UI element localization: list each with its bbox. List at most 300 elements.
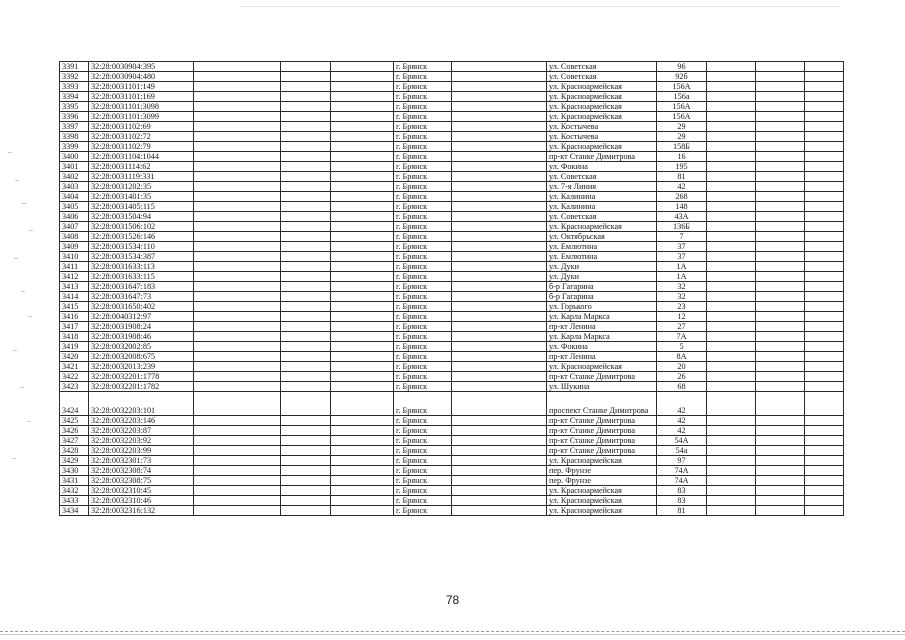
cell-street: ул. Карла Маркса: [547, 312, 657, 322]
cell-house: 268: [657, 192, 707, 202]
cell-street: пр-кт Станке Димитрова: [547, 152, 657, 162]
cell-c10: [707, 382, 756, 392]
cell-c5: [331, 496, 394, 506]
cell-num: 3420: [60, 352, 89, 362]
cell-street: ул. Горького: [547, 302, 657, 312]
cell-street: б-р Гагарина: [547, 282, 657, 292]
cell-c10: [707, 342, 756, 352]
cell-c3: [194, 72, 281, 82]
cell-c4: [281, 72, 331, 82]
table-row: [60, 446, 844, 456]
cell-c5: [331, 332, 394, 342]
cell-c12: [805, 392, 844, 416]
cell-c3: [194, 486, 281, 496]
cell-c11: [756, 242, 805, 252]
cell-c5: [331, 202, 394, 212]
cell-c4: [281, 232, 331, 242]
cell-c11: [756, 476, 805, 486]
scan-speck: [27, 421, 31, 422]
cell-street: ул. Дуки: [547, 272, 657, 282]
cell-c12: [805, 446, 844, 456]
cell-street: ул. Советская: [547, 172, 657, 182]
cell-c11: [756, 212, 805, 222]
cell-c11: [756, 192, 805, 202]
cell-c10: [707, 222, 756, 232]
cell-c5: [331, 222, 394, 232]
cell-house: 81: [657, 172, 707, 182]
cell-street: пр-кт Станке Димитрова: [547, 416, 657, 426]
scan-speck: [13, 350, 17, 351]
cell-c5: [331, 272, 394, 282]
cell-cadastral: 32:28:0031504:94: [89, 212, 194, 222]
cell-city: г. Брянск: [394, 262, 452, 272]
scan-speck: [21, 291, 25, 292]
cell-c11: [756, 312, 805, 322]
cell-c10: [707, 202, 756, 212]
cell-c12: [805, 212, 844, 222]
cell-c3: [194, 506, 281, 516]
cell-c11: [756, 112, 805, 122]
cell-street: пер. Фрунзе: [547, 466, 657, 476]
cell-street: ул. Фокина: [547, 162, 657, 172]
table-row: [60, 332, 844, 342]
cell-num: 3393: [60, 82, 89, 92]
cell-c4: [281, 162, 331, 172]
cell-c4: [281, 506, 331, 516]
cell-house: 5: [657, 342, 707, 352]
cell-c3: [194, 252, 281, 262]
cell-c3: [194, 212, 281, 222]
cell-c12: [805, 426, 844, 436]
cell-house: 7А: [657, 332, 707, 342]
cell-cadastral: 32:28:0031102:79: [89, 142, 194, 152]
cell-c3: [194, 292, 281, 302]
cell-c7: [452, 112, 547, 122]
cell-num: 3404: [60, 192, 89, 202]
cell-c5: [331, 192, 394, 202]
cell-c4: [281, 342, 331, 352]
table-row: [60, 152, 844, 162]
cell-street: пр-кт Станке Димитрова: [547, 436, 657, 446]
cell-c3: [194, 102, 281, 112]
cell-c4: [281, 302, 331, 312]
page-number: 78: [445, 593, 460, 607]
cell-house: 81: [657, 506, 707, 516]
cell-c5: [331, 382, 394, 392]
scan-speck: [22, 203, 26, 204]
cell-c10: [707, 446, 756, 456]
cell-street: ул. Калинина: [547, 192, 657, 202]
cell-c3: [194, 122, 281, 132]
cell-cadastral: 32:28:0032310:45: [89, 486, 194, 496]
table-row: [60, 426, 844, 436]
cell-c3: [194, 416, 281, 426]
cell-city: г. Брянск: [394, 302, 452, 312]
table-row: [60, 132, 844, 142]
cell-city: г. Брянск: [394, 132, 452, 142]
table-row: [60, 292, 844, 302]
table-row: [60, 222, 844, 232]
cell-c4: [281, 426, 331, 436]
cell-cadastral: 32:28:0031647:73: [89, 292, 194, 302]
cell-num: 3410: [60, 252, 89, 262]
scan-artifact-line: [240, 6, 840, 7]
cell-c4: [281, 292, 331, 302]
cell-house: 156А: [657, 82, 707, 92]
cell-c3: [194, 162, 281, 172]
cell-c5: [331, 292, 394, 302]
cell-cadastral: 32:28:0032008:675: [89, 352, 194, 362]
table-row: [60, 352, 844, 362]
cell-city: г. Брянск: [394, 292, 452, 302]
cell-cadastral: 32:28:0031650:402: [89, 302, 194, 312]
cell-c12: [805, 262, 844, 272]
cell-cadastral: 32:28:0031908:46: [89, 332, 194, 342]
cell-c5: [331, 262, 394, 272]
cell-house: 37: [657, 242, 707, 252]
cell-city: г. Брянск: [394, 72, 452, 82]
cell-num: 3397: [60, 122, 89, 132]
table-row: [60, 486, 844, 496]
cell-cadastral: 32:28:0032301:73: [89, 456, 194, 466]
cell-c3: [194, 322, 281, 332]
cell-c11: [756, 82, 805, 92]
table-row: [60, 122, 844, 132]
cell-c11: [756, 416, 805, 426]
cell-c12: [805, 202, 844, 212]
cell-c7: [452, 392, 547, 416]
cell-c12: [805, 382, 844, 392]
cell-c5: [331, 152, 394, 162]
cell-c12: [805, 312, 844, 322]
cell-c4: [281, 262, 331, 272]
cell-c10: [707, 416, 756, 426]
cell-c10: [707, 292, 756, 302]
cell-num: 3433: [60, 496, 89, 506]
cell-cadastral: 32:28:0031534:110: [89, 242, 194, 252]
cell-c11: [756, 72, 805, 82]
cell-cadastral: 32:28:0032201:1782: [89, 382, 194, 392]
cell-c4: [281, 496, 331, 506]
cell-num: 3426: [60, 426, 89, 436]
cell-city: г. Брянск: [394, 172, 452, 182]
cell-c7: [452, 426, 547, 436]
table-row: [60, 162, 844, 172]
cell-c12: [805, 232, 844, 242]
cell-c5: [331, 392, 394, 416]
cell-c4: [281, 476, 331, 486]
cell-c4: [281, 112, 331, 122]
cell-c10: [707, 252, 756, 262]
cell-c4: [281, 82, 331, 92]
cell-city: г. Брянск: [394, 466, 452, 476]
cell-c3: [194, 436, 281, 446]
cell-c4: [281, 102, 331, 112]
cell-c4: [281, 466, 331, 476]
cell-c11: [756, 142, 805, 152]
cell-city: г. Брянск: [394, 252, 452, 262]
cell-cadastral: 32:28:0031119:331: [89, 172, 194, 182]
cell-c5: [331, 342, 394, 352]
cell-house: 195: [657, 162, 707, 172]
cell-c10: [707, 82, 756, 92]
cell-c12: [805, 372, 844, 382]
register-rows: [60, 62, 844, 516]
cell-house: 43А: [657, 212, 707, 222]
cell-c4: [281, 92, 331, 102]
cell-c4: [281, 142, 331, 152]
cell-num: 3434: [60, 506, 89, 516]
cell-c4: [281, 252, 331, 262]
cell-c5: [331, 172, 394, 182]
cell-city: г. Брянск: [394, 486, 452, 496]
cell-c10: [707, 332, 756, 342]
cell-city: г. Брянск: [394, 232, 452, 242]
cell-c5: [331, 242, 394, 252]
cell-c3: [194, 392, 281, 416]
cell-house: 74А: [657, 466, 707, 476]
cell-num: 3413: [60, 282, 89, 292]
cell-num: 3396: [60, 112, 89, 122]
table-row: [60, 72, 844, 82]
cell-c5: [331, 132, 394, 142]
cell-c12: [805, 436, 844, 446]
cell-c10: [707, 486, 756, 496]
table-row: [60, 252, 844, 262]
cell-c12: [805, 182, 844, 192]
cell-c12: [805, 192, 844, 202]
cell-c7: [452, 302, 547, 312]
cell-city: г. Брянск: [394, 322, 452, 332]
table-row: [60, 242, 844, 252]
cell-c5: [331, 426, 394, 436]
cell-c7: [452, 292, 547, 302]
register-table: [59, 61, 844, 516]
cell-c7: [452, 152, 547, 162]
cell-c11: [756, 466, 805, 476]
cell-cadastral: 32:28:0031534:387: [89, 252, 194, 262]
cell-c5: [331, 506, 394, 516]
cell-street: проспект Станке Димитрова: [547, 392, 657, 416]
cell-c4: [281, 486, 331, 496]
cell-c3: [194, 232, 281, 242]
cell-street: пр-кт Станке Димитрова: [547, 446, 657, 456]
cell-cadastral: 32:28:0030904:480: [89, 72, 194, 82]
scan-speck: [8, 152, 12, 153]
cell-c7: [452, 182, 547, 192]
table-row: [60, 212, 844, 222]
cell-c3: [194, 172, 281, 182]
cell-city: г. Брянск: [394, 282, 452, 292]
cell-num: 3414: [60, 292, 89, 302]
cell-c11: [756, 322, 805, 332]
table-row: [60, 436, 844, 446]
cell-c10: [707, 362, 756, 372]
cell-c12: [805, 486, 844, 496]
cell-city: г. Брянск: [394, 272, 452, 282]
cell-city: г. Брянск: [394, 122, 452, 132]
cell-c11: [756, 162, 805, 172]
cell-c5: [331, 212, 394, 222]
cell-c11: [756, 222, 805, 232]
cell-c10: [707, 132, 756, 142]
cell-house: 26: [657, 372, 707, 382]
cell-c5: [331, 92, 394, 102]
cell-c7: [452, 142, 547, 152]
cell-street: ул. Красноармейская: [547, 142, 657, 152]
cell-cadastral: 32:28:0031506:102: [89, 222, 194, 232]
cell-c11: [756, 506, 805, 516]
cell-c11: [756, 352, 805, 362]
cell-city: г. Брянск: [394, 312, 452, 322]
cell-c10: [707, 72, 756, 82]
cell-c12: [805, 102, 844, 112]
cell-c10: [707, 62, 756, 72]
cell-street: пр-кт Ленина: [547, 322, 657, 332]
cell-c4: [281, 272, 331, 282]
cell-num: 3402: [60, 172, 89, 182]
cell-c10: [707, 182, 756, 192]
cell-city: г. Брянск: [394, 192, 452, 202]
cell-cadastral: 32:28:0031908:24: [89, 322, 194, 332]
cell-c5: [331, 416, 394, 426]
scan-artifact-marks: [8, 140, 38, 480]
cell-cadastral: 32:28:0031202:35: [89, 182, 194, 192]
cell-c7: [452, 252, 547, 262]
cell-num: 3403: [60, 182, 89, 192]
cell-c7: [452, 62, 547, 72]
cell-city: г. Брянск: [394, 162, 452, 172]
cell-c11: [756, 172, 805, 182]
cell-street: пр-кт Станке Димитрова: [547, 372, 657, 382]
cell-c7: [452, 496, 547, 506]
cell-c10: [707, 172, 756, 182]
cell-c4: [281, 392, 331, 416]
cell-c7: [452, 82, 547, 92]
cell-street: ул. Дуки: [547, 262, 657, 272]
cell-c10: [707, 262, 756, 272]
cell-c11: [756, 92, 805, 102]
cell-c3: [194, 142, 281, 152]
cell-c3: [194, 132, 281, 142]
cell-cadastral: 32:28:0031401:35: [89, 192, 194, 202]
cell-c12: [805, 252, 844, 262]
cell-cadastral: 32:28:0031102:72: [89, 132, 194, 142]
cell-street: ул. Советская: [547, 212, 657, 222]
cell-city: г. Брянск: [394, 436, 452, 446]
cell-c11: [756, 486, 805, 496]
cell-c4: [281, 382, 331, 392]
cell-c7: [452, 486, 547, 496]
cell-c5: [331, 486, 394, 496]
cell-c12: [805, 292, 844, 302]
cell-num: 3423: [60, 382, 89, 392]
cell-house: 68: [657, 382, 707, 392]
cell-city: г. Брянск: [394, 392, 452, 416]
cell-c11: [756, 182, 805, 192]
cell-num: 3418: [60, 332, 89, 342]
cell-cadastral: 32:28:0031101:149: [89, 82, 194, 92]
cell-cadastral: 32:28:0032316:132: [89, 506, 194, 516]
cell-cadastral: 32:28:0031633:115: [89, 272, 194, 282]
cell-c3: [194, 192, 281, 202]
cell-c7: [452, 222, 547, 232]
cell-c7: [452, 192, 547, 202]
cell-c7: [452, 212, 547, 222]
cell-c12: [805, 342, 844, 352]
cell-city: г. Брянск: [394, 222, 452, 232]
cell-c5: [331, 362, 394, 372]
table-row: [60, 476, 844, 486]
cell-city: г. Брянск: [394, 382, 452, 392]
cell-c11: [756, 362, 805, 372]
cell-c11: [756, 456, 805, 466]
scan-speck: [20, 387, 24, 388]
cell-cadastral: 32:28:0031101:169: [89, 92, 194, 102]
cell-street: ул. Советская: [547, 72, 657, 82]
cell-c7: [452, 102, 547, 112]
cell-city: г. Брянск: [394, 426, 452, 436]
cell-cadastral: 32:28:0032203:87: [89, 426, 194, 436]
cell-c3: [194, 496, 281, 506]
cell-c12: [805, 122, 844, 132]
cell-c5: [331, 62, 394, 72]
cell-cadastral: 32:28:0031633:113: [89, 262, 194, 272]
cell-c11: [756, 232, 805, 242]
cell-house: 83: [657, 496, 707, 506]
table-row: [60, 62, 844, 72]
cell-c3: [194, 342, 281, 352]
cell-c3: [194, 446, 281, 456]
cell-city: г. Брянск: [394, 352, 452, 362]
cell-house: 156А: [657, 102, 707, 112]
cell-c11: [756, 392, 805, 416]
table-row: [60, 362, 844, 372]
cell-house: 42: [657, 416, 707, 426]
cell-c12: [805, 456, 844, 466]
cell-house: 97: [657, 456, 707, 466]
cell-c5: [331, 446, 394, 456]
cell-house: 54А: [657, 436, 707, 446]
cell-house: 42: [657, 392, 707, 416]
cell-num: 3421: [60, 362, 89, 372]
cell-c7: [452, 92, 547, 102]
scan-speck: [28, 316, 32, 317]
table-row: [60, 322, 844, 332]
cell-house: 156А: [657, 112, 707, 122]
cell-c7: [452, 162, 547, 172]
cell-num: 3411: [60, 262, 89, 272]
cell-c10: [707, 466, 756, 476]
cell-house: 156а: [657, 92, 707, 102]
cell-c3: [194, 312, 281, 322]
cell-num: 3391: [60, 62, 89, 72]
cell-street: ул. Красноармейская: [547, 112, 657, 122]
cell-c7: [452, 362, 547, 372]
cell-c10: [707, 232, 756, 242]
table-row: [60, 232, 844, 242]
cell-c7: [452, 272, 547, 282]
cell-c7: [452, 242, 547, 252]
table-row: [60, 466, 844, 476]
cell-c10: [707, 272, 756, 282]
cell-city: г. Брянск: [394, 496, 452, 506]
cell-street: ул. Красноармейская: [547, 456, 657, 466]
cell-c4: [281, 282, 331, 292]
cell-c4: [281, 352, 331, 362]
table-row: [60, 342, 844, 352]
cell-street: ул. Красноармейская: [547, 486, 657, 496]
